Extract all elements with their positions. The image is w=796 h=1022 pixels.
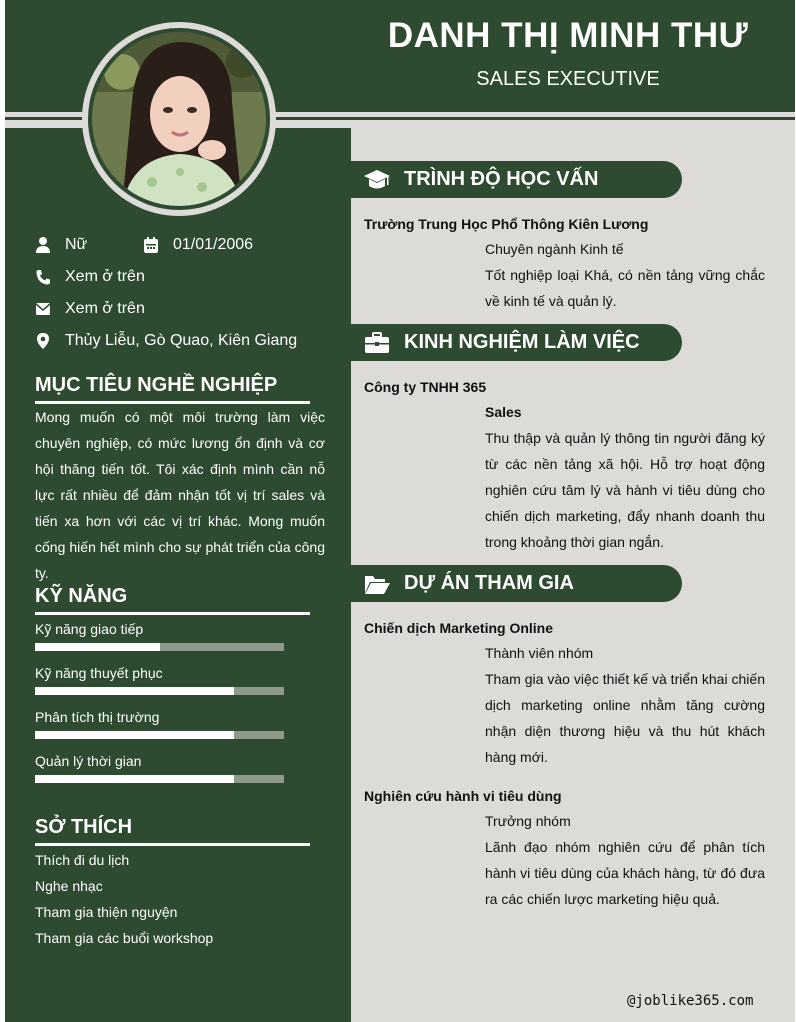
skills-title: KỸ NĂNG: [35, 585, 128, 607]
location-icon: [35, 332, 51, 350]
skill-label: Quản lý thời gian: [35, 753, 142, 769]
skill-item: [35, 753, 295, 783]
skill-bar: [35, 643, 284, 651]
hobby-item: Nghe nhạc: [35, 878, 103, 894]
experience-company: Công ty TNHH 365: [364, 379, 487, 395]
skill-bar-fill: [35, 687, 234, 695]
project-description: Lãnh đạo nhóm nghiên cứu để phân tích hành vi tiêu dùng của khách hàng, từ đó đưa ra các chiến lược marketing hiệu quả.: [485, 839, 765, 907]
skill-label: Phân tích thị trường: [35, 709, 160, 725]
skill-item: [35, 665, 295, 695]
phone-value: Xem ở trên: [65, 268, 145, 285]
projects-header: [351, 565, 682, 602]
email-icon: [35, 300, 51, 318]
skill-item: [35, 621, 295, 651]
resume-page: [5, 0, 795, 1022]
experience-description: Thu thập và quản lý thông tin người đăng ký từ các nền tảng xã hội. Hỗ trợ hoạt động nghiên cứu tâm lý và hành vi tiêu dùng cho chiến dịch marketing, đẩy nhanh doanh thu trong khoảng thời gian ngắn.: [485, 430, 765, 550]
education-description: Tốt nghiệp loại Khá, có nền tảng vững chắc về kinh tế và quản lý.: [485, 267, 765, 309]
phone-icon: [35, 268, 51, 286]
project-description: Tham gia vào việc thiết kế và triển khai chiến dịch marketing online nhằm tăng cường nhận diện thương hiệu và thu hút khách hàng mới.: [485, 671, 765, 765]
skill-bar: [35, 687, 284, 695]
skill-bar-fill: [35, 775, 234, 783]
skill-label: Kỹ năng thuyết phục: [35, 665, 163, 681]
hobbies-underline: [35, 843, 310, 846]
experience-title: KINH NGHIỆM LÀM VIỆC: [404, 331, 640, 353]
objective-text: Mong muốn có một môi trường làm việc chuyên nghiệp, có mức lương ổn định và cơ hội thăng tiến tốt. Tôi xác định mình cần nỗ lực rất nhiều để đảm nhận tốt vị trí sales và tiến xa hơn với các vị trí khác. Mong muốn cống hiến hết mình cho sự phát triển của công ty.: [35, 409, 325, 581]
project-name: Nghiên cứu hành vi tiêu dùng: [364, 788, 562, 804]
skill-label: Kỹ năng giao tiếp: [35, 621, 144, 637]
briefcase-icon: [363, 330, 391, 356]
hobby-item: Tham gia các buổi workshop: [35, 930, 214, 946]
project-role: Trưởng nhóm: [485, 813, 571, 829]
education-major: Chuyên ngành Kinh tế: [485, 241, 624, 257]
candidate-name: DANH THỊ MINH THƯ: [387, 16, 749, 55]
user-icon: [35, 236, 51, 254]
gender-value: Nữ: [65, 236, 88, 253]
experience-position: Sales: [485, 404, 522, 420]
project-name: Chiến dịch Marketing Online: [364, 620, 554, 636]
skill-bar: [35, 731, 284, 739]
hobby-item: Thích đi du lịch: [35, 852, 130, 868]
skill-bar: [35, 775, 284, 783]
experience-header: [351, 324, 682, 361]
address-value: Thủy Liễu, Gò Quao, Kiên Giang: [65, 332, 298, 349]
hobbies-title: SỞ THÍCH: [35, 816, 133, 838]
calendar-icon: [143, 236, 159, 254]
education-school: Trường Trung Học Phổ Thông Kiên Lương: [364, 216, 649, 232]
birthdate-value: 01/01/2006: [173, 236, 254, 253]
hobby-item: Tham gia thiện nguyện: [35, 904, 178, 920]
folder-open-icon: [363, 571, 391, 597]
objective-title: MỤC TIÊU NGHỀ NGHIỆP: [35, 374, 278, 396]
footer-watermark: @joblike365.com: [627, 993, 754, 1009]
skill-item: [35, 709, 295, 739]
projects-title: DỰ ÁN THAM GIA: [404, 572, 574, 594]
skills-underline: [35, 612, 310, 615]
skill-bar-fill: [35, 731, 234, 739]
education-title: TRÌNH ĐỘ HỌC VẤN: [404, 168, 599, 190]
education-header: [351, 161, 682, 198]
avatar: [92, 32, 266, 206]
project-role: Thành viên nhóm: [485, 645, 594, 661]
job-title: SALES EXECUTIVE: [476, 68, 660, 90]
email-value: Xem ở trên: [65, 300, 145, 317]
skill-bar-fill: [35, 643, 160, 651]
graduation-cap-icon: [363, 167, 391, 193]
